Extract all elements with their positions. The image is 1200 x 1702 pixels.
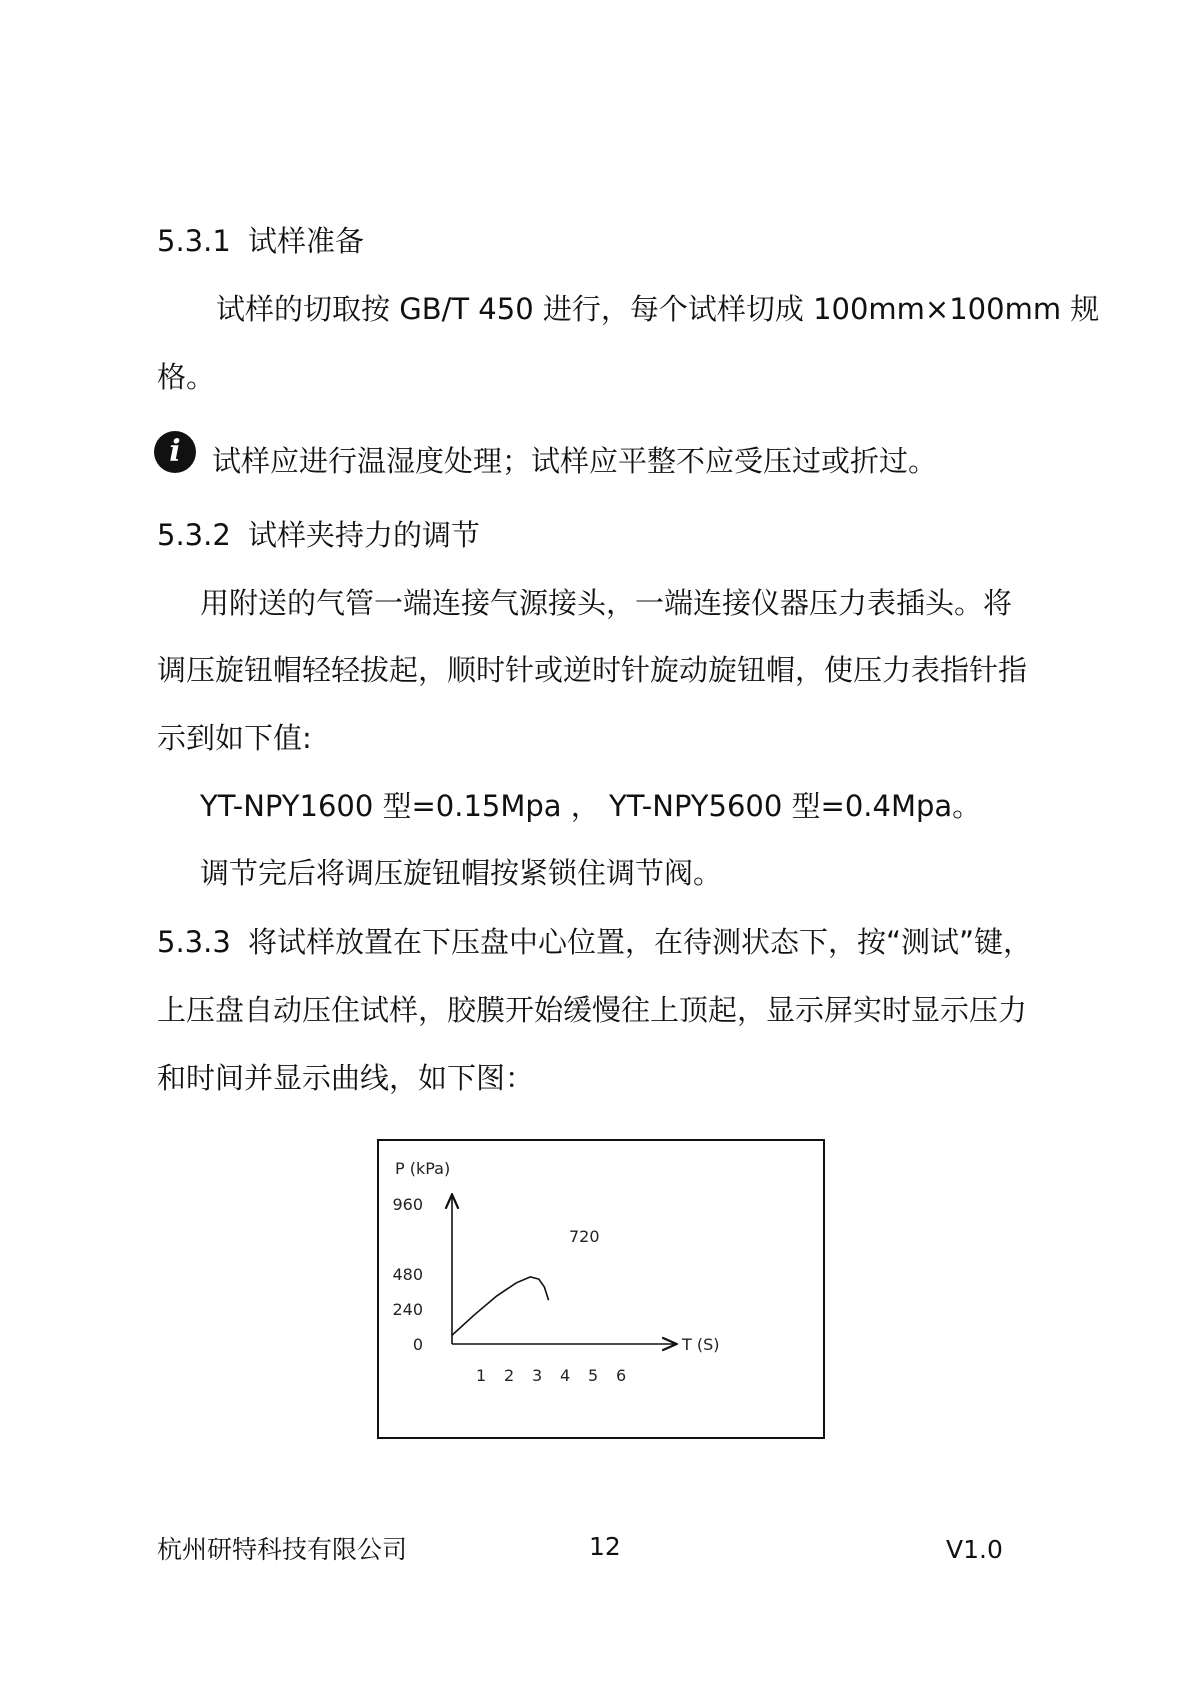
y-tick-label-960: 960 <box>392 1195 423 1214</box>
y-tick-label-0: 0 <box>412 1335 423 1354</box>
y-tick-label-480: 480 <box>392 1265 423 1284</box>
y-axis-label: P (kPa) <box>395 1159 451 1178</box>
pressure-time-figure <box>377 1139 825 1439</box>
note-text: 试样应进行温湿度处理；试样应平整不应受压过或折过。 <box>212 444 938 478</box>
section-5-3-2-line-1: 用附送的气管一端连接气源接头，一端连接仪器压力表插头。将 <box>200 586 1013 620</box>
section-5-3-2-line-3: 示到如下值: <box>157 721 312 755</box>
x-tick-label-2: 2 <box>504 1366 515 1385</box>
x-tick-label-5: 5 <box>588 1366 599 1385</box>
section-5-3-1-paragraph-line-1: 试样的切取按 GB/T 450 进行，每个试样切成 100mm×100mm 规 <box>216 292 1100 326</box>
x-tick-label-3: 3 <box>532 1366 543 1385</box>
section-5-3-2-number: 5.3.2 <box>157 518 231 552</box>
footer-version: V1.0 <box>946 1535 1003 1564</box>
x-tick-label-1: 1 <box>476 1366 487 1385</box>
section-5-3-2-line-4: 调节完后将调压旋钮帽按紧锁住调节阀。 <box>200 856 723 890</box>
pressure-curve <box>452 1277 549 1335</box>
footer-page-number: 12 <box>589 1532 621 1561</box>
section-5-3-2-line-2: 调压旋钮帽轻轻拔起，顺时针或逆时针旋动旋钮帽，使压力表指针指 <box>157 653 1028 687</box>
section-5-3-1-title: 试样准备 <box>248 224 365 258</box>
y-tick-label-240: 240 <box>392 1300 423 1319</box>
section-5-3-1-paragraph-line-2: 格。 <box>157 360 216 394</box>
x-axis-label: T (S) <box>682 1335 720 1354</box>
section-5-3-3-line-1: 将试样放置在下压盘中心位置，在待测状态下，按“测试”键， <box>248 925 1033 959</box>
annotation-720: 720 <box>569 1227 600 1246</box>
info-icon: i <box>154 431 196 473</box>
x-tick-label-6: 6 <box>616 1366 627 1385</box>
pressure-time-chart <box>379 1141 823 1437</box>
section-5-3-1-number: 5.3.1 <box>157 224 231 258</box>
pressure-values-line: YT-NPY1600 型=0.15Mpa ， YT-NPY5600 型=0.4Mpa。 <box>200 789 982 823</box>
section-5-3-2-title: 试样夹持力的调节 <box>248 518 481 552</box>
section-5-3-3-number: 5.3.3 <box>157 925 231 959</box>
footer-company: 杭州研特科技有限公司 <box>157 1535 408 1564</box>
x-tick-label-4: 4 <box>560 1366 571 1385</box>
section-5-3-3-line-2: 上压盘自动压住试样，胶膜开始缓慢往上顶起，显示屏实时显示压力 <box>157 993 1028 1027</box>
section-5-3-3-line-3: 和时间并显示曲线，如下图： <box>157 1061 535 1095</box>
